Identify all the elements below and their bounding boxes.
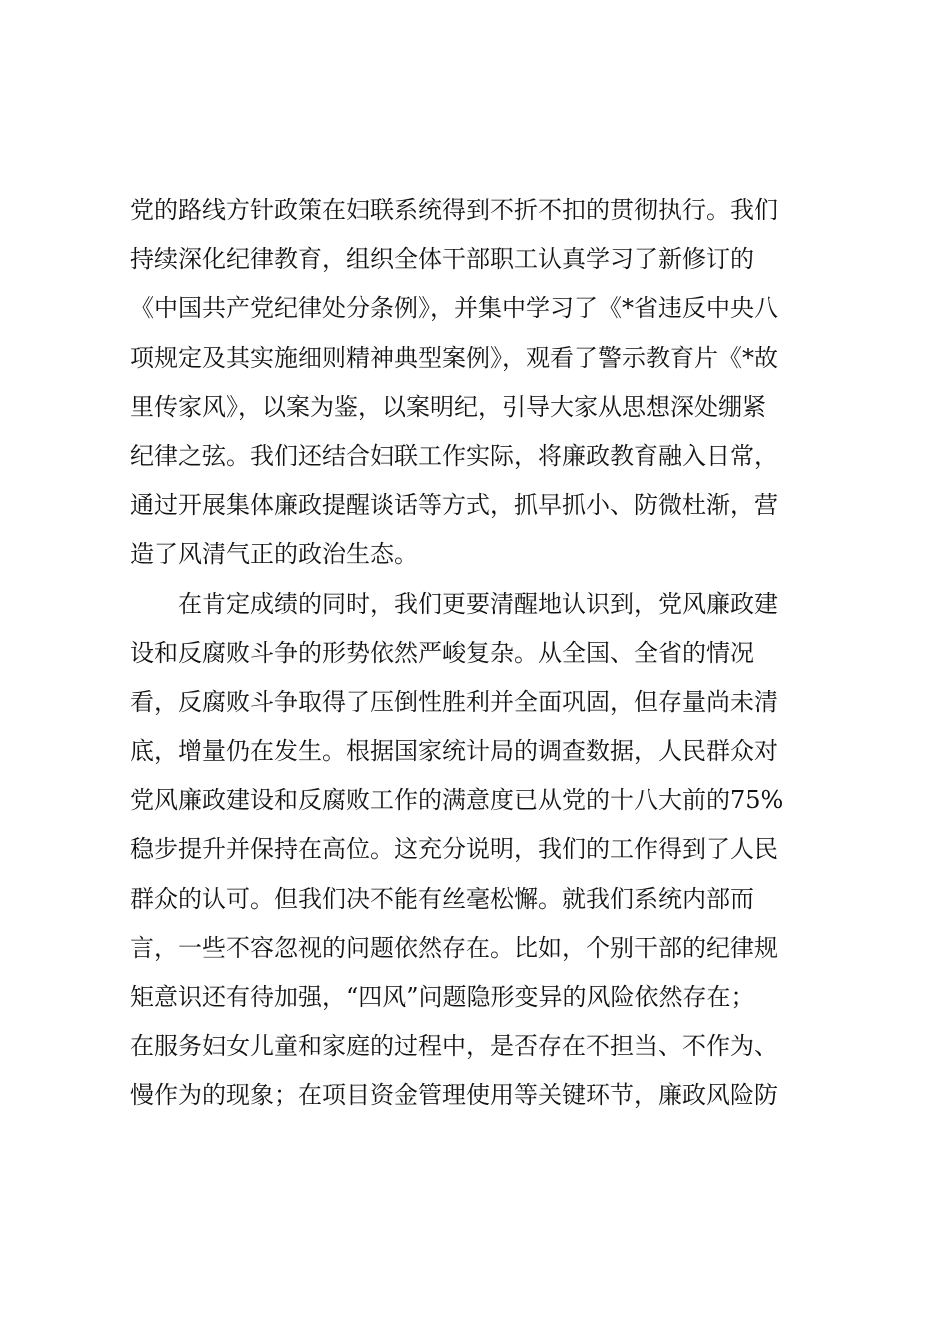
text-line: 《中国共产党纪律处分条例》，并集中学习了《*省违反中央八	[130, 294, 778, 323]
body-text	[130, 186, 830, 1121]
text-line: 言，一些不容忽视的问题依然存在。比如，个别干部的纪律规	[130, 933, 778, 962]
text-line: 群众的认可。但我们决不能有丝毫松懈。就我们系统内部而	[130, 884, 754, 913]
text-line: 在服务妇女儿童和家庭的过程中，是否存在不担当、不作为、	[130, 1032, 778, 1061]
text-line: 矩意识还有待加强，“四风”问题隐形变异的风险依然存在；	[130, 983, 755, 1011]
text-line: 稳步提升并保持在高位。这充分说明，我们的工作得到了人民	[130, 835, 778, 864]
text-line: 持续深化纪律教育，组织全体干部职工认真学习了新修订的	[130, 245, 754, 274]
text-line: 底，增量仍在发生。根据国家统计局的调查数据，人民群众对	[130, 737, 778, 766]
paragraph-start-line: 在肯定成绩的同时，我们更要清醒地认识到，党风廉政建	[130, 589, 778, 618]
text-line: 纪律之弦。我们还结合妇联工作实际，将廉政教育融入日常，	[130, 441, 778, 470]
text-line: 项规定及其实施细则精神典型案例》，观看了警示教育片《*故	[130, 343, 778, 372]
text-line: 设和反腐败斗争的形势依然严峻复杂。从全国、全省的情况	[130, 638, 754, 667]
text-line: 里传家风》，以案为鉴，以案明纪，引导大家从思想深处绷紧	[130, 392, 766, 421]
text-line: 通过开展集体廉政提醒谈话等方式，抓早抓小、防微杜渐，营	[130, 491, 778, 520]
text-line: 党风廉政建设和反腐败工作的满意度已从党的十八大前的75%	[130, 786, 784, 815]
text-line: 慢作为的现象；在项目资金管理使用等关键环节，廉政风险防	[130, 1081, 778, 1110]
text-line: 造了风清气正的政治生态。	[130, 540, 418, 569]
text-line: 党的路线方针政策在妇联系统得到不折不扣的贯彻执行。我们	[130, 196, 778, 224]
text-line: 看，反腐败斗争取得了压倒性胜利并全面巩固，但存量尚未清	[130, 687, 778, 716]
